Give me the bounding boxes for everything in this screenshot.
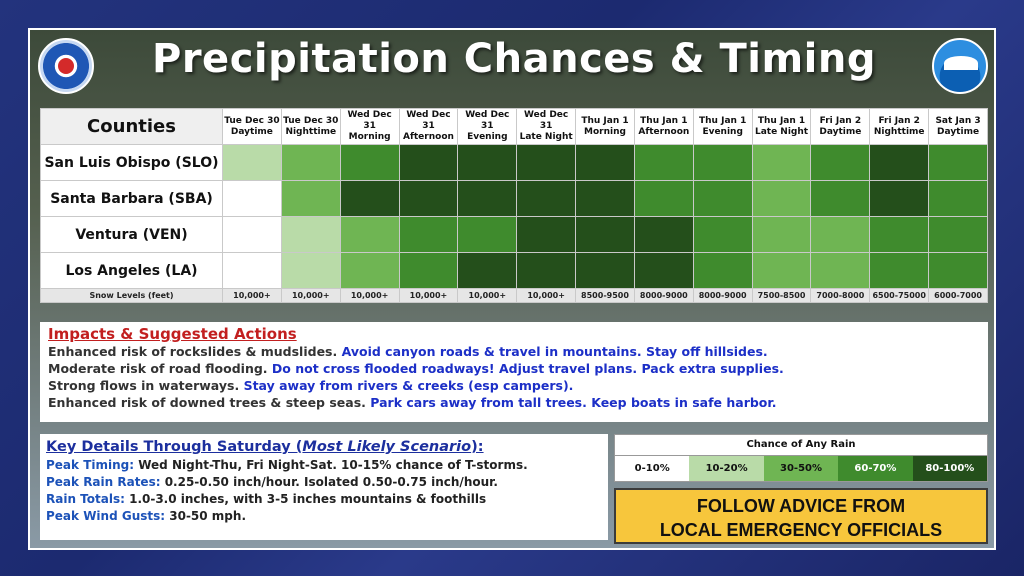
rain-chance-cell xyxy=(811,217,870,253)
period-part: Daytime xyxy=(937,126,980,137)
detail-key: Rain Totals: xyxy=(46,492,125,506)
table-header-row xyxy=(41,109,988,145)
legend-swatch: 80-100% xyxy=(913,455,987,481)
snow-level-value: 10,000+ xyxy=(281,289,340,303)
period-day: Tue Dec 30 xyxy=(283,115,339,126)
advice-line-1: FOLLOW ADVICE FROM xyxy=(696,496,906,516)
impact-line xyxy=(48,394,980,411)
snow-level-value: 6500-75000 xyxy=(870,289,929,303)
rain-chance-cell xyxy=(340,181,399,217)
impact-action: Avoid canyon roads & travel in mountains. Stay off hillsides. xyxy=(341,344,768,359)
rain-chance-cell xyxy=(752,217,811,253)
period-header xyxy=(281,109,340,145)
rain-chance-cell xyxy=(811,253,870,289)
period-part: Morning xyxy=(584,126,626,137)
period-header xyxy=(752,109,811,145)
period-header xyxy=(399,109,458,145)
impact-action: Stay away from rivers & creeks (esp campers). xyxy=(243,378,574,393)
period-part: Nighttime xyxy=(873,126,925,137)
rain-chance-cell xyxy=(517,181,576,217)
rain-chance-cell xyxy=(634,181,693,217)
snow-levels-label: Snow Levels (feet) xyxy=(41,289,223,303)
table-row xyxy=(41,217,988,253)
snow-level-value: 10,000+ xyxy=(223,289,282,303)
period-header xyxy=(340,109,399,145)
impact-line xyxy=(48,360,980,377)
rain-chance-cell xyxy=(517,253,576,289)
period-header xyxy=(517,109,576,145)
advice-line-2: LOCAL EMERGENCY OFFICIALS xyxy=(659,520,943,540)
period-part: Late Night xyxy=(519,132,573,142)
period-part: Nighttime xyxy=(285,126,337,137)
rain-chance-cell xyxy=(340,217,399,253)
snow-level-value: 6000-7000 xyxy=(929,289,988,303)
detail-key: Peak Timing: xyxy=(46,458,135,472)
rain-chance-cell xyxy=(634,253,693,289)
rain-chance-cell xyxy=(811,181,870,217)
impact-risk: Moderate risk of road flooding. xyxy=(48,361,268,376)
rain-chance-legend xyxy=(614,434,988,482)
rain-chance-cell xyxy=(223,145,282,181)
period-header xyxy=(870,109,929,145)
rain-chance-cell xyxy=(576,145,635,181)
precip-table xyxy=(40,108,988,303)
detail-value: 0.25-0.50 inch/hour. Isolated 0.50-0.75 inch/hour. xyxy=(164,475,498,489)
period-part: Late Night xyxy=(754,126,809,137)
impact-action: Park cars away from tall trees. Keep boats in safe harbor. xyxy=(370,395,777,410)
detail-key: Peak Wind Gusts: xyxy=(46,509,166,523)
impacts-heading: Impacts & Suggested Actions xyxy=(48,325,297,343)
rain-chance-cell xyxy=(870,145,929,181)
county-name: Los Angeles (LA) xyxy=(41,253,223,289)
rain-chance-cell xyxy=(693,217,752,253)
rain-chance-cell xyxy=(576,181,635,217)
legend-swatch: 10-20% xyxy=(689,455,763,481)
detail-line xyxy=(46,457,602,474)
period-header xyxy=(929,109,988,145)
snow-level-value: 7500-8500 xyxy=(752,289,811,303)
period-part: Daytime xyxy=(819,126,862,137)
impacts-panel xyxy=(40,322,988,422)
period-day: Thu Jan 1 xyxy=(581,115,629,126)
period-day: Wed Dec 31 xyxy=(406,110,451,131)
snow-level-value: 10,000+ xyxy=(458,289,517,303)
rain-chance-cell xyxy=(223,181,282,217)
snow-level-value: 8500-9500 xyxy=(576,289,635,303)
key-details-panel xyxy=(40,434,608,540)
period-header xyxy=(693,109,752,145)
impact-risk: Strong flows in waterways. xyxy=(48,378,240,393)
legend-swatch: 60-70% xyxy=(838,455,912,481)
period-day: Wed Dec 31 xyxy=(524,110,569,131)
rain-chance-cell xyxy=(576,217,635,253)
detail-key: Peak Rain Rates: xyxy=(46,475,161,489)
period-day: Fri Jan 2 xyxy=(819,115,862,126)
period-day: Thu Jan 1 xyxy=(699,115,747,126)
rain-chance-cell xyxy=(340,253,399,289)
counties-header: Counties xyxy=(41,109,223,145)
period-day: Thu Jan 1 xyxy=(757,115,806,126)
legend-swatch: 30-50% xyxy=(764,455,838,481)
rain-chance-cell xyxy=(929,145,988,181)
rain-chance-cell xyxy=(281,253,340,289)
snow-level-value: 7000-8000 xyxy=(811,289,870,303)
snow-levels-row xyxy=(41,289,988,303)
rain-chance-cell xyxy=(458,181,517,217)
period-header xyxy=(811,109,870,145)
impact-risk: Enhanced risk of rockslides & mudslides. xyxy=(48,344,338,359)
rain-chance-cell xyxy=(458,145,517,181)
rain-chance-cell xyxy=(929,217,988,253)
period-header xyxy=(576,109,635,145)
rain-chance-cell xyxy=(223,217,282,253)
legend-swatch: 0-10% xyxy=(615,455,689,481)
period-header xyxy=(458,109,517,145)
snow-level-value: 10,000+ xyxy=(399,289,458,303)
period-day: Wed Dec 31 xyxy=(347,110,392,131)
rain-chance-cell xyxy=(752,181,811,217)
legend-title: Chance of Any Rain xyxy=(746,439,856,450)
table-row xyxy=(41,145,988,181)
rain-chance-cell xyxy=(929,181,988,217)
rain-chance-cell xyxy=(223,253,282,289)
rain-chance-cell xyxy=(693,145,752,181)
rain-chance-cell xyxy=(576,253,635,289)
period-header xyxy=(223,109,282,145)
rain-chance-cell xyxy=(458,217,517,253)
key-details-heading: Key Details Through Saturday (Most Likely Scenario): xyxy=(46,439,484,455)
rain-chance-cell xyxy=(517,145,576,181)
rain-chance-cell xyxy=(693,253,752,289)
rain-chance-cell xyxy=(399,145,458,181)
advice-banner xyxy=(614,488,988,544)
table-row xyxy=(41,253,988,289)
period-part: Evening xyxy=(702,126,743,137)
county-name: Santa Barbara (SBA) xyxy=(41,181,223,217)
rain-chance-cell xyxy=(517,217,576,253)
rain-chance-cell xyxy=(811,145,870,181)
rain-chance-cell xyxy=(340,145,399,181)
rain-chance-cell xyxy=(399,181,458,217)
table-row xyxy=(41,181,988,217)
rain-chance-cell xyxy=(634,217,693,253)
snow-level-value: 10,000+ xyxy=(517,289,576,303)
period-day: Sat Jan 3 xyxy=(935,115,981,126)
rain-chance-cell xyxy=(870,181,929,217)
rain-chance-cell xyxy=(752,253,811,289)
period-part: Afternoon xyxy=(638,126,690,137)
rain-chance-cell xyxy=(281,217,340,253)
period-day: Thu Jan 1 xyxy=(640,115,688,126)
county-name: Ventura (VEN) xyxy=(41,217,223,253)
detail-line xyxy=(46,508,602,525)
period-part: Afternoon xyxy=(403,132,454,142)
period-part: Evening xyxy=(467,132,508,142)
period-day: Tue Dec 30 xyxy=(224,115,280,126)
detail-line xyxy=(46,491,602,508)
rain-chance-cell xyxy=(929,253,988,289)
snow-level-value: 8000-9000 xyxy=(634,289,693,303)
rain-chance-cell xyxy=(634,145,693,181)
rain-chance-cell xyxy=(281,181,340,217)
detail-value: Wed Night-Thu, Fri Night-Sat. 10-15% chance of T-storms. xyxy=(138,458,528,472)
detail-value: 30-50 mph. xyxy=(169,509,247,523)
period-part: Morning xyxy=(348,132,391,142)
period-part: Daytime xyxy=(230,126,273,137)
period-header xyxy=(634,109,693,145)
detail-value: 1.0-3.0 inches, with 3-5 inches mountains & foothills xyxy=(129,492,487,506)
county-name: San Luis Obispo (SLO) xyxy=(41,145,223,181)
impact-risk: Enhanced risk of downed trees & steep seas. xyxy=(48,395,366,410)
detail-line xyxy=(46,474,602,491)
page-title: Precipitation Chances & Timing xyxy=(152,36,876,82)
snow-level-value: 8000-9000 xyxy=(693,289,752,303)
rain-chance-cell xyxy=(458,253,517,289)
rain-chance-cell xyxy=(752,145,811,181)
rain-chance-cell xyxy=(870,253,929,289)
graphic-frame xyxy=(28,28,996,550)
period-day: Wed Dec 31 xyxy=(465,110,510,131)
rain-chance-cell xyxy=(693,181,752,217)
rain-chance-cell xyxy=(281,145,340,181)
rain-chance-cell xyxy=(870,217,929,253)
snow-level-value: 10,000+ xyxy=(340,289,399,303)
rain-chance-cell xyxy=(399,217,458,253)
impact-action: Do not cross flooded roadways! Adjust travel plans. Pack extra supplies. xyxy=(271,361,784,376)
impact-line xyxy=(48,377,980,394)
period-day: Fri Jan 2 xyxy=(878,115,920,126)
impact-line xyxy=(48,343,980,360)
rain-chance-cell xyxy=(399,253,458,289)
